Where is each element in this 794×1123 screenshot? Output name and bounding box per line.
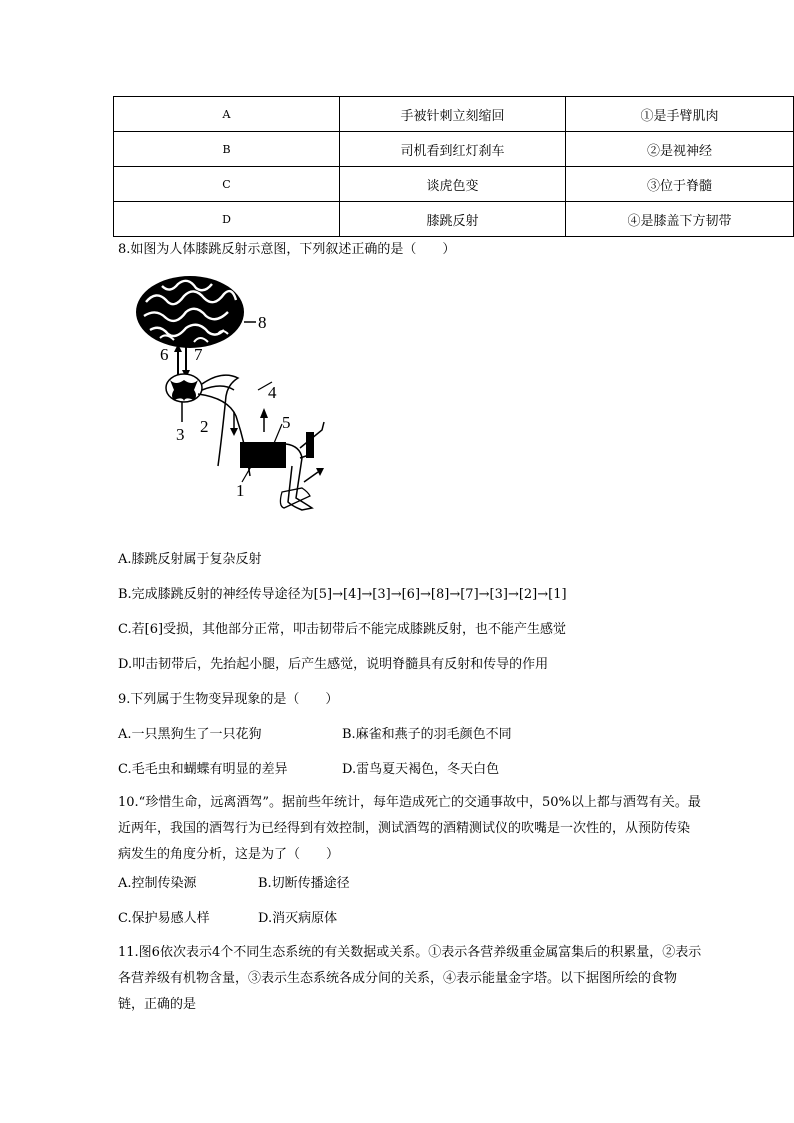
table-cell: A [114, 97, 340, 132]
table-row [114, 167, 794, 202]
table-cell: ③位于脊髓 [566, 167, 794, 202]
table-cell: C [114, 167, 340, 202]
q8-option-d: D.叩击韧带后，先抬起小腿，后产生感觉，说明脊髓具有反射和传导的作用 [118, 657, 549, 672]
q9-options-row-2 [118, 758, 499, 777]
q8-option-b: B.完成膝跳反射的神经传导途径为[5]→[4]→[3]→[6]→[8]→[7]→[3]→[2]→[1] [118, 587, 567, 602]
q10-option-d: D.消灭病原体 [258, 911, 338, 926]
table-cell: 谈虎色变 [340, 167, 566, 202]
label-5: 5 [282, 413, 291, 432]
q9-option-b: B.麻雀和燕子的羽毛颜色不同 [342, 727, 512, 742]
table-cell: ①是手臂肌肉 [566, 97, 794, 132]
label-2: 2 [200, 417, 209, 436]
table-cell: 膝跳反射 [340, 202, 566, 237]
label-8: 8 [258, 313, 267, 332]
table-row [114, 97, 794, 132]
q10-option-c: C.保护易感人样 [118, 911, 210, 926]
table-cell: B [114, 132, 340, 167]
table-cell: ②是视神经 [566, 132, 794, 167]
table-row [114, 202, 794, 237]
q9-option-d: D.雷鸟夏天褐色，冬天白色 [342, 762, 500, 777]
leg-shape [240, 422, 324, 510]
table-row [114, 132, 794, 167]
q9-stem: 9.下列属于生物变异现象的是（ ） [118, 692, 339, 707]
spinal-cord-shape [166, 374, 202, 402]
q10-option-a: A.控制传染源 [118, 876, 197, 891]
q10-stem: 10.“珍惜生命，远离酒驾”。据前些年统计，每年造成死亡的交通事故中，50%以上都与酒驾有关。最近两年，我国的酒驾行为已经得到有效控制，测试酒驾的酒精测试仪的吹嘴是一次性的，从预防传染病发生的角度分析，这是为了（ ） [118, 795, 701, 862]
q11-stem: 11.图6依次表示4个不同生态系统的有关数据或关系。①表示各营养级重金属富集后的积累量，②表示各营养级有机物含量，③表示生态系统各成分间的关系，④表示能量金字塔。以下据图所绘的食物链，正确的是 [118, 945, 702, 1012]
q8-stem: 8.如图为人体膝跳反射示意图，下列叙述正确的是（ ） [118, 242, 456, 257]
label-3: 3 [176, 425, 185, 444]
q9-option-c: C.毛毛虫和蝴蝶有明显的差异 [118, 762, 288, 777]
table-cell: 司机看到红灯刹车 [340, 132, 566, 167]
q10-options-row-1 [118, 872, 350, 891]
q10-option-b: B.切断传播途径 [258, 876, 350, 891]
knee-jerk-reflex-diagram [132, 272, 352, 522]
label-1: 1 [236, 481, 245, 500]
table-cell: ④是膝盖下方韧带 [566, 202, 794, 237]
q8-option-c: C.若[6]受损，其他部分正常，叩击韧带后不能完成膝跳反射，也不能产生感觉 [118, 622, 567, 637]
label-4: 4 [268, 383, 277, 402]
q8-option-a: A.膝跳反射属于复杂反射 [118, 552, 262, 567]
label-7: 7 [194, 345, 203, 364]
table-cell: 手被针刺立刻缩回 [340, 97, 566, 132]
q9-option-a: A.一只黑狗生了一只花狗 [118, 727, 262, 742]
q9-options-row-1 [118, 723, 512, 742]
table-cell: D [114, 202, 340, 237]
label-6: 6 [160, 345, 169, 364]
q10-options-row-2 [118, 907, 337, 926]
answer-table [113, 96, 794, 237]
brain-shape [136, 276, 244, 348]
